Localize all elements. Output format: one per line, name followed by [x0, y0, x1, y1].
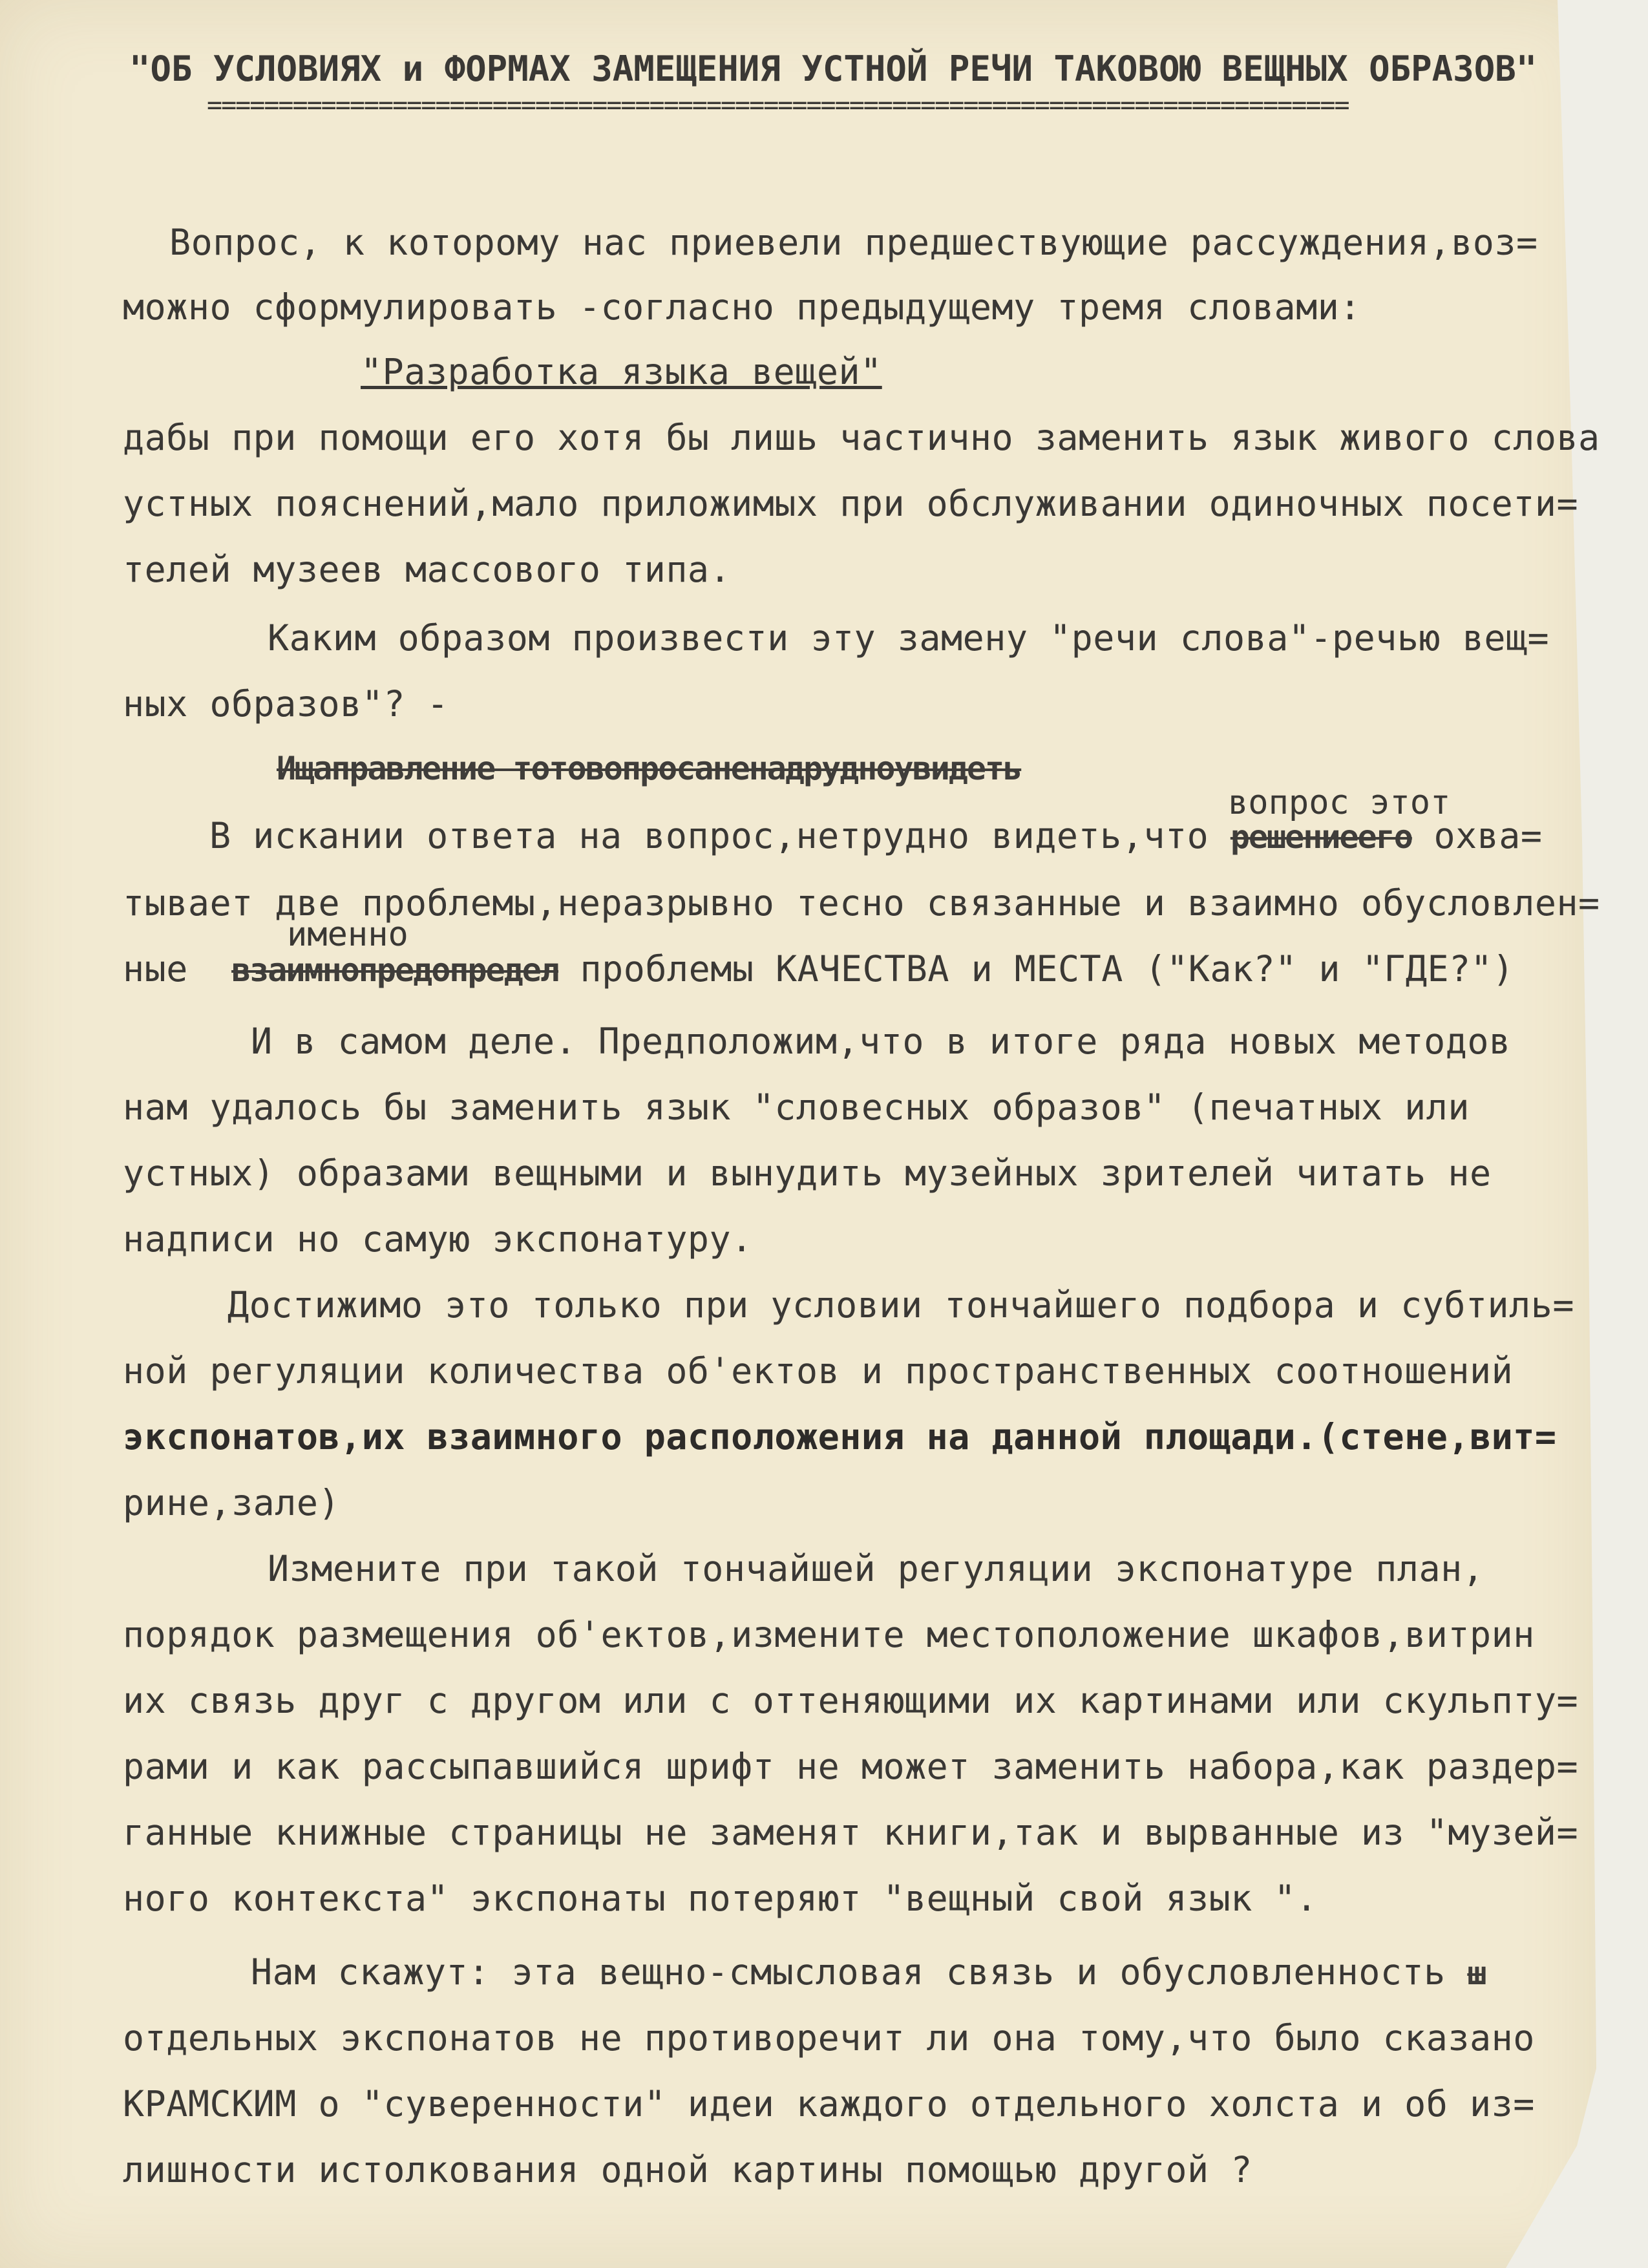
text-segment: Нам скажут: эта вещно-смысловая связь и обусловленность	[251, 1951, 1468, 1993]
text-line: дабы при помощи его хотя бы лишь частично заменить язык живого слова	[123, 417, 1600, 458]
text-line: телей музеев массового типа.	[123, 549, 732, 590]
text-line: нам удалось бы заменить язык "словесных образов" (печатных или	[123, 1086, 1470, 1128]
text-line	[251, 1951, 1486, 1993]
text-line: ных образов"? -	[123, 683, 449, 725]
text-segment: охва=	[1411, 815, 1543, 856]
handwritten-insert: именно	[287, 915, 408, 954]
handwritten-insert: вопрос этот	[1228, 783, 1451, 822]
text-line: И в самом деле. Предположим,что в итоге ряда новых методов	[251, 1021, 1511, 1062]
text-line: ной регуляции количества об'ектов и пространственных соотношений	[123, 1350, 1514, 1392]
text-line: экспонатов,их взаимного расположения на данной площади.(стене,вит=	[123, 1416, 1557, 1457]
text-line: Каким образом произвести эту замену "речи слова"-речью вещ=	[268, 617, 1550, 659]
quoted-phrase: "Разработка языка вещей"	[361, 351, 882, 392]
struck-word: взаимнопредопредел	[231, 951, 558, 989]
text-line: рами и как рассыпавшийся шрифт не может заменить набора,как раздер=	[123, 1746, 1579, 1787]
text-line: ного контекста" экспонаты потеряют "вещный свой язык ".	[123, 1878, 1318, 1919]
text-line: надписи но самую экспонатуру.	[123, 1218, 753, 1260]
document-title: "ОБ УСЛОВИЯХ и ФОРМАХ ЗАМЕЩЕНИЯ УСТНОЙ РЕЧИ ТАКОВОЮ ВЕЩНЫХ ОБРАЗОВ"	[129, 48, 1537, 89]
text-line: устных пояснений,мало приложимых при обслуживании одиночных посети=	[123, 483, 1579, 524]
text-segment: В искании ответа на вопрос,нетрудно видеть,что	[209, 815, 1231, 856]
text-segment: проблемы КАЧЕСТВА и МЕСТА ("Как?" и "ГДЕ?")	[558, 948, 1514, 990]
text-segment: ные	[123, 948, 232, 990]
text-line	[209, 815, 1543, 856]
text-line: тывает две проблемы,неразрывно тесно связанные и взаимно обусловлен=	[123, 882, 1600, 924]
text-line: лишности истолкования одной картины помощью другой ?	[123, 2149, 1252, 2190]
title-underline: ================================================================================	[207, 90, 1349, 120]
text-line: Измените при такой тончайшей регуляции экспонатуре план,	[268, 1548, 1484, 1589]
text-line: Достижимо это только при условии тончайшего подбора и субтиль=	[227, 1284, 1574, 1326]
text-line: Вопрос, к которому нас приевели предшествующие рассуждения,воз=	[169, 222, 1538, 263]
text-line: рине,зале)	[123, 1482, 341, 1523]
text-line: ганные книжные страницы не заменят книги,так и вырванные из "музей=	[123, 1812, 1579, 1853]
text-line: можно сформулировать -согласно предыдущему тремя словами:	[123, 286, 1361, 328]
struck-out-line: Ищаправление тотовопросаненадрудноувидеть	[277, 750, 1022, 787]
struck-word: решениеего	[1230, 818, 1412, 856]
text-line	[123, 948, 1514, 990]
text-line: устных) образами вещными и вынудить музейных зрителей читать не	[123, 1152, 1492, 1194]
text-line: порядок размещения об'ектов,измените местоположение шкафов,витрин	[123, 1614, 1535, 1655]
text-line: отдельных экспонатов не противоречит ли она тому,что было сказано	[123, 2017, 1535, 2059]
text-line: их связь друг с другом или с оттеняющими их картинами или скульпту=	[123, 1680, 1579, 1721]
text-line: КРАМСКИМ о "суверенности" идеи каждого отдельного холста и об из=	[123, 2083, 1535, 2125]
struck-word: ш	[1467, 1955, 1486, 1992]
